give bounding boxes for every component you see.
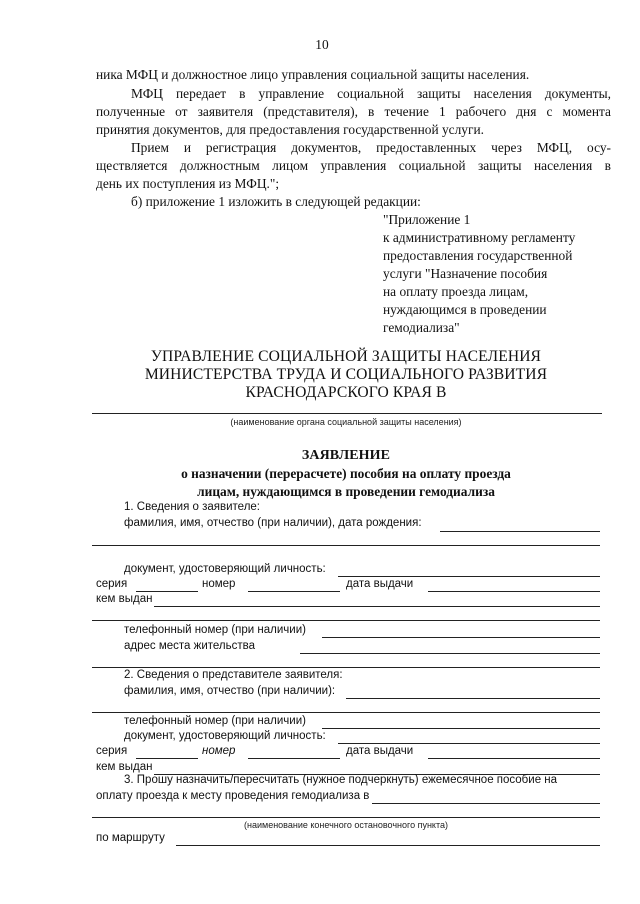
paragraph-mfc-transfer-line3: принятия документов, для предоставления государственной услуги. xyxy=(96,122,484,137)
form-title: ЗАЯВЛЕНИЕ xyxy=(301,448,391,463)
representative-number-field[interactable] xyxy=(248,758,340,759)
paragraph-registration-line2: ществляется должностным лицом управления социальной защиты населения в xyxy=(96,158,611,173)
applicant-doc-label: документ, удостоверяющий личность: xyxy=(124,563,326,575)
applicant-series-label: серия xyxy=(96,578,128,590)
form-subtitle-line2: лицам, нуждающимся в проведении гемодиализа xyxy=(197,484,495,499)
appendix-line: услуги "Назначение пособия xyxy=(383,266,548,281)
destination-field-line2[interactable] xyxy=(92,817,600,818)
representative-issued-by-label: кем выдан xyxy=(96,761,153,773)
applicant-issued-by-field-line2[interactable] xyxy=(92,620,600,621)
destination-caption: (наименование конечного остановочного пункта) xyxy=(244,820,448,830)
applicant-issue-date-label: дата выдачи xyxy=(346,578,414,590)
representative-fio-field[interactable] xyxy=(346,698,600,699)
paragraph-appendix-intro: б) приложение 1 изложить в следующей редакции: xyxy=(131,194,421,209)
applicant-address-field-line2[interactable] xyxy=(92,667,600,668)
applicant-fio-field-line2[interactable] xyxy=(92,545,600,546)
appendix-line: предоставления государственной xyxy=(383,248,573,263)
applicant-series-field[interactable] xyxy=(136,591,198,592)
applicant-issued-by-label: кем выдан xyxy=(96,593,153,605)
section1-heading: 1. Сведения о заявителе: xyxy=(124,501,260,513)
appendix-line: нуждающимся в проведении xyxy=(383,302,547,317)
paragraph-mfc-transfer-line2: полученные от заявителя (представителя), в течение 1 рабочего дня с момента xyxy=(96,104,611,119)
representative-number-label: номер xyxy=(202,745,236,757)
destination-field[interactable] xyxy=(372,803,600,804)
section3-request-line1: 3. Прошу назначить/пересчитать (нужное подчеркнуть) ежемесячное пособие на xyxy=(124,774,558,786)
org-name-underline xyxy=(92,413,602,414)
route-label: по маршруту xyxy=(96,832,165,844)
applicant-number-label: номер xyxy=(202,578,236,590)
representative-fio-label: фамилия, имя, отчество (при наличии): xyxy=(124,685,336,697)
section2-heading: 2. Сведения о представителе заявителя: xyxy=(124,669,343,681)
representative-doc-field[interactable] xyxy=(338,743,600,744)
representative-issue-date-label: дата выдачи xyxy=(346,745,414,757)
org-header-line1: УПРАВЛЕНИЕ СОЦИАЛЬНОЙ ЗАЩИТЫ НАСЕЛЕНИЯ xyxy=(150,348,542,365)
applicant-issued-by-field[interactable] xyxy=(154,606,600,607)
appendix-line: гемодиализа" xyxy=(383,320,460,335)
appendix-line: на оплату проезда лицам, xyxy=(383,284,529,299)
applicant-fio-label: фамилия, имя, отчество (при наличии), дата рождения: xyxy=(124,517,422,529)
org-header-line3: КРАСНОДАРСКОГО КРАЯ В xyxy=(245,384,447,401)
page-number: 10 xyxy=(315,37,329,52)
form-subtitle-line1: о назначении (перерасчете) пособия на оплату проезда xyxy=(181,466,511,481)
applicant-phone-label: телефонный номер (при наличии) xyxy=(124,624,306,636)
representative-phone-field[interactable] xyxy=(322,728,600,729)
applicant-issue-date-field[interactable] xyxy=(428,591,600,592)
applicant-address-field[interactable] xyxy=(300,653,600,654)
representative-phone-label: телефонный номер (при наличии) xyxy=(124,715,306,727)
paragraph-registration-line1: Прием и регистрация документов, предоставленных через МФЦ, осу- xyxy=(131,140,611,155)
route-field[interactable] xyxy=(176,845,600,846)
applicant-doc-field[interactable] xyxy=(338,576,600,577)
org-name-caption: (наименование органа социальной защиты населения) xyxy=(230,417,462,427)
applicant-fio-field[interactable] xyxy=(440,531,600,532)
org-header-line2: МИНИСТЕРСТВА ТРУДА И СОЦИАЛЬНОГО РАЗВИТИЯ xyxy=(144,366,548,383)
representative-doc-label: документ, удостоверяющий личность: xyxy=(124,730,326,742)
paragraph-mfc-transfer-line1: МФЦ передает в управление социальной защиты населения документы, xyxy=(131,86,611,101)
applicant-number-field[interactable] xyxy=(248,591,340,592)
representative-series-label: серия xyxy=(96,745,128,757)
paragraph-continuation: ника МФЦ и должностное лицо управления социальной защиты населения. xyxy=(96,67,530,82)
representative-fio-field-line2[interactable] xyxy=(92,712,600,713)
appendix-line: "Приложение 1 xyxy=(383,212,471,227)
applicant-phone-field[interactable] xyxy=(322,637,600,638)
paragraph-registration-line3: день их поступления из МФЦ."; xyxy=(96,176,280,191)
representative-issue-date-field[interactable] xyxy=(428,758,600,759)
applicant-address-label: адрес места жительства xyxy=(124,640,255,652)
representative-series-field[interactable] xyxy=(136,758,198,759)
appendix-line: к административному регламенту xyxy=(383,230,576,245)
section3-request-line2: оплату проезда к месту проведения гемодиализа в xyxy=(96,790,370,802)
